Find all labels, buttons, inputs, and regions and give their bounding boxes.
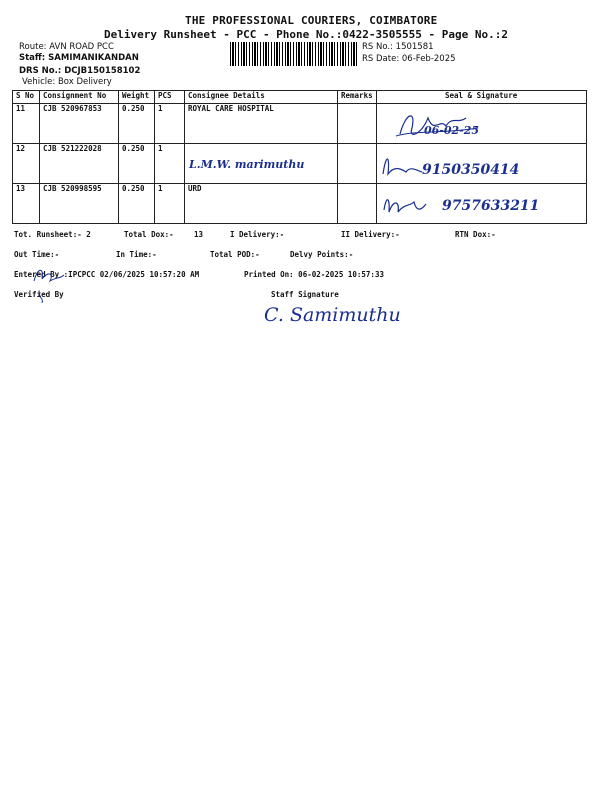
staff-label: Staff: SAMIMANIKANDAN: [19, 53, 139, 63]
in-time: In Time:-: [116, 250, 157, 259]
cell-remarks: [338, 144, 377, 184]
route-label: Route: AVN ROAD PCC: [19, 42, 114, 52]
entered-by-initials: [30, 263, 70, 287]
consignee-handwritten: L.M.W. marimuthu: [189, 158, 305, 171]
signature-phone-handwritten: 9757633211: [441, 198, 540, 214]
vehicle-label: Vehicle: Box Delivery: [22, 77, 112, 87]
cell-signature: [376, 144, 586, 184]
cell-weight: 0.250: [119, 144, 155, 184]
cell-consignment: CJB 521222028: [40, 144, 119, 184]
staff-signature-handwritten: C. Samimuthu: [264, 304, 401, 326]
document-title: THE PROFESSIONAL COURIERS, COIMBATORE: [185, 14, 438, 27]
i-delivery: I Delivery:-: [230, 230, 285, 239]
cell-remarks: [338, 184, 377, 224]
cell-signature: [376, 184, 586, 224]
table-row: [13, 104, 587, 144]
total-pod: Total POD:-: [210, 250, 260, 259]
handwritten-signature-3: [380, 184, 580, 222]
header-remarks: Remarks: [338, 91, 377, 104]
header-signature: Seal & Signature: [376, 91, 586, 104]
rtn-dox: RTN Dox:-: [455, 230, 496, 239]
runsheet-table: [12, 90, 587, 224]
cell-consignment: CJB 520967853: [40, 104, 119, 144]
total-dox-value: 13: [194, 230, 204, 239]
table-row: [13, 184, 587, 224]
rs-date: RS Date: 06-Feb-2025: [362, 54, 456, 64]
table-header-row: [13, 91, 587, 104]
cell-weight: 0.250: [119, 104, 155, 144]
signature-date-handwritten: 06-02-25: [423, 124, 479, 137]
total-dox-label: Total Dox:-: [124, 230, 174, 239]
cell-signature: [376, 104, 586, 144]
document-subtitle: Delivery Runsheet - PCC - Phone No.:0422-3505555 - Page No.:2: [104, 28, 508, 41]
cell-pcs: 1: [155, 144, 185, 184]
delivery-points: Delvy Points:-: [290, 250, 354, 259]
cell-consignee: ROYAL CARE HOSPITAL: [185, 104, 338, 144]
cell-sno: 11: [13, 104, 40, 144]
cell-consignment: CJB 520998595: [40, 184, 119, 224]
total-runsheet: Tot. Runsheet:- 2: [14, 230, 91, 239]
handwritten-signature-2: [380, 144, 580, 182]
ii-delivery: II Delivery:-: [341, 230, 400, 239]
header-sno: S No: [13, 91, 40, 104]
cell-consignee: [185, 144, 338, 184]
barcode: [230, 42, 357, 66]
header-consignee: Consignee Details: [185, 91, 338, 104]
signature-phone-handwritten: 9150350414: [421, 162, 520, 178]
verified-by-mark: [36, 290, 48, 304]
out-time: Out Time:-: [14, 250, 60, 259]
header-consignment: Consignment No: [40, 91, 119, 104]
rs-number: RS No.: 1501581: [362, 42, 434, 52]
entered-by: Entered By :IPCPCC 02/06/2025 10:57:20 AM: [14, 270, 200, 279]
cell-weight: 0.250: [119, 184, 155, 224]
header-weight: Weight: [119, 91, 155, 104]
verified-by: Verified By: [14, 290, 64, 299]
header-pcs: PCS: [155, 91, 185, 104]
cell-remarks: [338, 104, 377, 144]
table-row: [13, 144, 587, 184]
printed-on: Printed On: 06-02-2025 10:57:33: [244, 270, 384, 279]
cell-pcs: 1: [155, 184, 185, 224]
drs-number: DRS No.: DCJB150158102: [19, 66, 141, 76]
staff-signature-label: Staff Signature: [271, 290, 339, 299]
cell-sno: 13: [13, 184, 40, 224]
handwritten-signature-1: [382, 104, 582, 142]
cell-consignee: URD: [185, 184, 338, 224]
cell-pcs: 1: [155, 104, 185, 144]
cell-sno: 12: [13, 144, 40, 184]
